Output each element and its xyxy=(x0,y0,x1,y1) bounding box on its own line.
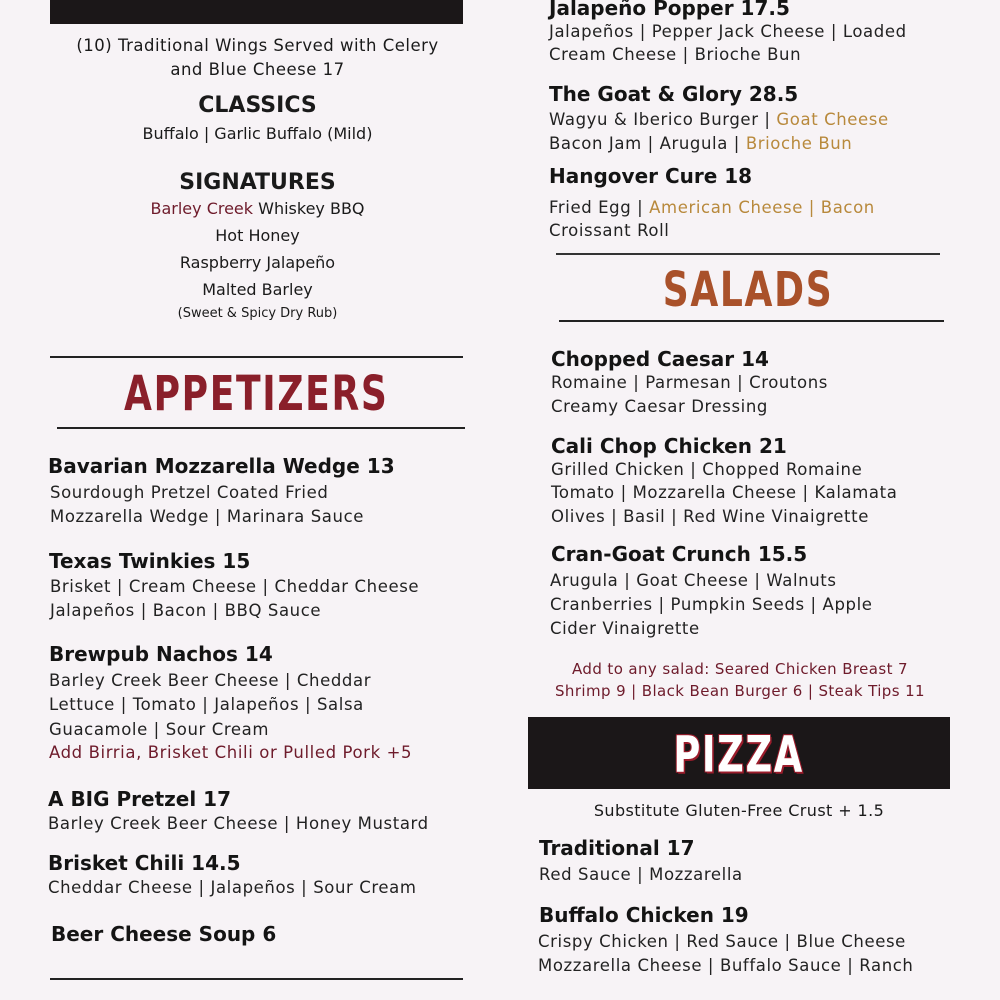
burger-goat-glory-title: The Goat & Glory 28.5 xyxy=(549,82,799,106)
pizza-buffalo-chicken-title: Buffalo Chicken 19 xyxy=(539,903,749,927)
burger-hangover-cure-desc-1 xyxy=(549,196,875,220)
salad-cali-chop-desc-2: Tomato | Mozzarella Cheese | Kalamata xyxy=(551,483,898,502)
appetizers-rule-bottom xyxy=(57,427,465,429)
burger-goat-glory-desc-2 xyxy=(549,132,852,156)
appetizer-big-pretzel-desc: Barley Creek Beer Cheese | Honey Mustard xyxy=(48,814,429,833)
salad-cran-goat-desc-3: Cider Vinaigrette xyxy=(550,619,700,638)
appetizer-texas-twinkies-desc-2: Jalapeños | Bacon | BBQ Sauce xyxy=(50,601,322,620)
salad-addon-line2: Shrimp 9 | Black Bean Burger 6 | Steak Tips 11 xyxy=(555,682,925,700)
appetizer-nachos-desc-1: Barley Creek Beer Cheese | Cheddar xyxy=(49,671,372,690)
appetizers-rule-top xyxy=(50,356,463,358)
appetizer-brisket-chili-desc: Cheddar Cheese | Jalapeños | Sour Cream xyxy=(48,878,417,897)
pizza-title: PIZZA xyxy=(673,725,805,784)
salad-cran-goat-title: Cran-Goat Crunch 15.5 xyxy=(551,542,808,566)
appetizer-big-pretzel-title: A BIG Pretzel 17 xyxy=(48,787,232,811)
burger-jalapeno-popper-title: Jalapeño Popper 17.5 xyxy=(549,0,790,20)
appetizer-bavarian-desc-1: Sourdough Pretzel Coated Fried xyxy=(50,483,329,502)
salads-title: SALADS xyxy=(662,262,834,319)
appetizer-texas-twinkies-desc-1: Brisket | Cream Cheese | Cheddar Cheese xyxy=(50,577,420,596)
burger-hangover-cure-desc-1-text: Fried Egg | xyxy=(549,198,650,217)
salad-addon-line1: Add to any salad: Seared Chicken Breast 7 xyxy=(572,660,908,678)
pizza-header-banner xyxy=(528,717,950,789)
salad-addon-note xyxy=(535,658,945,702)
wings-intro-line2: and Blue Cheese 17 xyxy=(170,60,345,79)
wings-intro-line1: (10) Traditional Wings Served with Celery xyxy=(76,36,439,55)
burger-goat-glory-desc-1-text: Wagyu & Iberico Burger | xyxy=(549,110,777,129)
salad-chopped-caesar-desc-1: Romaine | Parmesan | Croutons xyxy=(551,373,829,392)
salad-cali-chop-desc-3: Olives | Basil | Red Wine Vinaigrette xyxy=(551,507,869,526)
burger-goat-glory-desc-2-gold: Brioche Bun xyxy=(745,134,853,153)
salads-rule-bottom xyxy=(559,320,944,322)
classics-title: CLASSICS xyxy=(198,93,317,118)
salads-rule-top xyxy=(556,253,940,255)
signature-malted-note: (Sweet & Spicy Dry Rub) xyxy=(177,306,338,321)
signatures-title: SIGNATURES xyxy=(179,170,336,195)
appetizer-nachos-desc-3: Guacamole | Sour Cream xyxy=(49,720,270,739)
appetizer-beer-cheese-soup-title: Beer Cheese Soup 6 xyxy=(51,922,277,946)
salad-chopped-caesar-desc-2: Creamy Caesar Dressing xyxy=(551,397,768,416)
salad-chopped-caesar-title: Chopped Caesar 14 xyxy=(551,347,769,371)
salad-cran-goat-desc-2: Cranberries | Pumpkin Seeds | Apple xyxy=(550,595,873,614)
burger-jalapeno-popper-desc-2: Cream Cheese | Brioche Bun xyxy=(549,45,802,64)
pizza-traditional-desc: Red Sauce | Mozzarella xyxy=(539,865,743,884)
signature-barley-creek-bbq xyxy=(40,199,475,218)
burger-goat-glory-desc-1 xyxy=(549,108,889,132)
burger-goat-glory-desc-1-gold: Goat Cheese xyxy=(776,110,889,129)
pizza-buffalo-chicken-desc-1: Crispy Chicken | Red Sauce | Blue Cheese xyxy=(538,932,906,951)
burger-goat-glory-desc-2-text: Bacon Jam | Arugula | xyxy=(549,134,746,153)
appetizer-bavarian-desc-2: Mozzarella Wedge | Marinara Sauce xyxy=(50,507,364,526)
pizza-traditional-title: Traditional 17 xyxy=(539,836,695,860)
pizza-note: Substitute Gluten-Free Crust + 1.5 xyxy=(593,801,885,820)
wings-intro xyxy=(40,34,475,82)
burger-hangover-cure-desc-1-gold: American Cheese | Bacon xyxy=(649,198,875,217)
signature-hot-honey: Hot Honey xyxy=(215,226,300,245)
burger-hangover-cure-title: Hangover Cure 18 xyxy=(549,164,753,188)
appetizer-brisket-chili-title: Brisket Chili 14.5 xyxy=(48,851,241,875)
signature-raspberry-jalapeno: Raspberry Jalapeño xyxy=(179,253,336,272)
wings-header-banner xyxy=(50,0,463,24)
appetizer-bavarian-title: Bavarian Mozzarella Wedge 13 xyxy=(48,454,395,478)
classics-line: Buffalo | Garlic Buffalo (Mild) xyxy=(142,124,373,143)
signature-malted-barley: Malted Barley xyxy=(202,280,313,299)
salad-cali-chop-title: Cali Chop Chicken 21 xyxy=(551,434,787,458)
pizza-buffalo-chicken-desc-2: Mozzarella Cheese | Buffalo Sauce | Ranch xyxy=(538,956,914,975)
burger-hangover-cure-desc-2: Croissant Roll xyxy=(549,221,670,240)
signature-barley-creek: Barley Creek xyxy=(150,199,254,218)
salad-cran-goat-desc-1: Arugula | Goat Cheese | Walnuts xyxy=(550,571,837,590)
signature-whiskey-bbq: Whiskey BBQ xyxy=(253,199,365,218)
appetizers-title: APPETIZERS xyxy=(124,366,389,423)
appetizer-texas-twinkies-title: Texas Twinkies 15 xyxy=(49,549,251,573)
appetizer-nachos-title: Brewpub Nachos 14 xyxy=(49,642,273,666)
salad-cali-chop-desc-1: Grilled Chicken | Chopped Romaine xyxy=(551,460,863,479)
appetizer-nachos-addon: Add Birria, Brisket Chili or Pulled Pork +5 xyxy=(49,743,413,762)
kids-rule-top xyxy=(50,978,463,980)
burger-jalapeno-popper-desc-1: Jalapeños | Pepper Jack Cheese | Loaded xyxy=(549,22,907,41)
appetizer-nachos-desc-2: Lettuce | Tomato | Jalapeños | Salsa xyxy=(49,695,364,714)
